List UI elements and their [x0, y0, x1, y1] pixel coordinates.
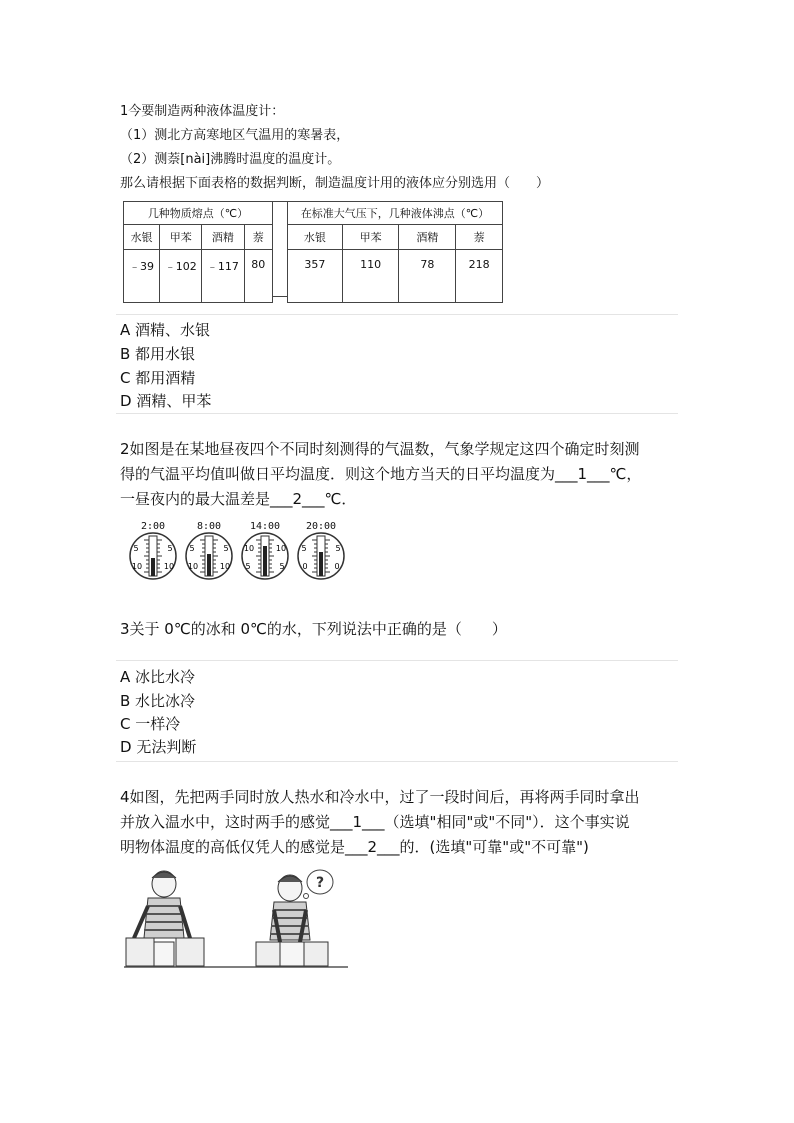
hand-water-illustration	[120, 866, 352, 972]
dial-scale-label: 5	[245, 562, 251, 571]
boiling-value: 78	[399, 250, 456, 303]
thermometer-dial-4	[298, 533, 344, 579]
dial-time-label: 14:00	[249, 521, 281, 532]
dial-scale-label: 5	[279, 562, 285, 571]
dial-scale-label: 5	[167, 544, 173, 553]
dial-scale-label: 10	[163, 562, 175, 571]
question-mark: ?	[315, 875, 325, 891]
q3-option-c[interactable]: C 一样冷	[120, 715, 181, 733]
dial-scale-label: 5	[133, 544, 139, 553]
melting-value: ﹣102	[160, 250, 202, 303]
boiling-header: 甲苯	[342, 225, 399, 250]
dial-scale-label: 0	[302, 562, 308, 571]
melting-header: 酒精	[202, 225, 244, 250]
q1-option-d[interactable]: D 酒精、甲苯	[120, 392, 212, 410]
q3-option-b[interactable]: B 水比冰冷	[120, 692, 196, 710]
dial-scale-label: 0	[334, 562, 340, 571]
q4-line-1: 4如图，先把两手同时放人热水和冷水中，过了一段时间后，再将两手同时拿出	[120, 788, 640, 806]
thermometer-dial-1	[130, 533, 176, 579]
melting-table-title: 几种物质熔点（℃）	[124, 202, 273, 225]
q3-stem: 3关于 0℃的冰和 0℃的水，下列说法中正确的是（ ）	[120, 620, 507, 638]
q2-line-2: 得的气温平均值叫做日平均温度．则这个地方当天的日平均温度为___1___℃，	[120, 465, 642, 483]
q3-options-box	[116, 660, 678, 762]
thermometer-dial-2	[186, 533, 232, 579]
q4-line-3: 明物体温度的高低仅凭人的感觉是___2___的．(选填"可靠"或"不可靠")	[120, 838, 589, 856]
dial-scale-label: 10	[187, 562, 199, 571]
dial-scale-label: 5	[189, 544, 195, 553]
q2-line-3: 一昼夜内的最大温差是___2___℃．	[120, 490, 357, 508]
q1-option-b[interactable]: B 都用水银	[120, 345, 196, 363]
dial-scale-label: 10	[131, 562, 143, 571]
q3-option-d[interactable]: D 无法判断	[120, 738, 197, 756]
dial-time-label: 20:00	[305, 521, 337, 532]
dial-time-label: 8:00	[196, 521, 222, 532]
question-bubble-icon	[304, 870, 334, 899]
q1-line-3: 那么请根据下面表格的数据判断，制造温度计用的液体应分别选用（ ）	[120, 176, 550, 191]
q1-stem: 1今要制造两种液体温度计：	[120, 104, 285, 119]
dial-time-label: 2:00	[140, 521, 166, 532]
q1-line-1: （1）测北方高寒地区气温用的寒暑表，	[120, 128, 350, 143]
q1-option-c[interactable]: C 都用酒精	[120, 369, 196, 387]
boiling-header: 酒精	[399, 225, 456, 250]
dial-scale-label: 10	[243, 544, 255, 553]
melting-value: ﹣117	[202, 250, 244, 303]
thermometer-dial-3	[242, 533, 288, 579]
q1-line-2: （2）测萘[nài]沸腾时温度的温度计。	[120, 152, 341, 167]
melting-point-table	[123, 201, 273, 303]
melting-value: 80	[244, 250, 272, 303]
dial-scale-label: 5	[301, 544, 307, 553]
dial-scale-label: 10	[275, 544, 287, 553]
dial-scale-label: 10	[219, 562, 231, 571]
q3-option-a[interactable]: A 冰比水冷	[120, 668, 196, 686]
boiling-value: 357	[288, 250, 343, 303]
q2-line-1: 2如图是在某地昼夜四个不同时刻测得的气温数，气象学规定这四个确定时刻测	[120, 440, 640, 458]
dial-scale-label: 5	[335, 544, 341, 553]
table-gap-connector	[273, 201, 287, 297]
melting-header: 萘	[244, 225, 272, 250]
boiling-point-table	[287, 201, 503, 303]
boiling-table-title: 在标准大气压下，几种液体沸点（℃）	[288, 202, 503, 225]
q4-line-2: 并放入温水中，这时两手的感觉___1___（选填"相同"或"不同"）．这个事实说	[120, 813, 630, 831]
melting-value: ﹣39	[124, 250, 160, 303]
melting-header: 甲苯	[160, 225, 202, 250]
boy-figure-left	[126, 871, 204, 966]
boiling-header: 萘	[456, 225, 503, 250]
boiling-header: 水银	[288, 225, 343, 250]
q1-option-a[interactable]: A 酒精、水银	[120, 321, 211, 339]
boiling-value: 110	[342, 250, 399, 303]
boiling-value: 218	[456, 250, 503, 303]
dial-scale-label: 5	[223, 544, 229, 553]
melting-header: 水银	[124, 225, 160, 250]
thermometer-dials	[124, 532, 364, 584]
